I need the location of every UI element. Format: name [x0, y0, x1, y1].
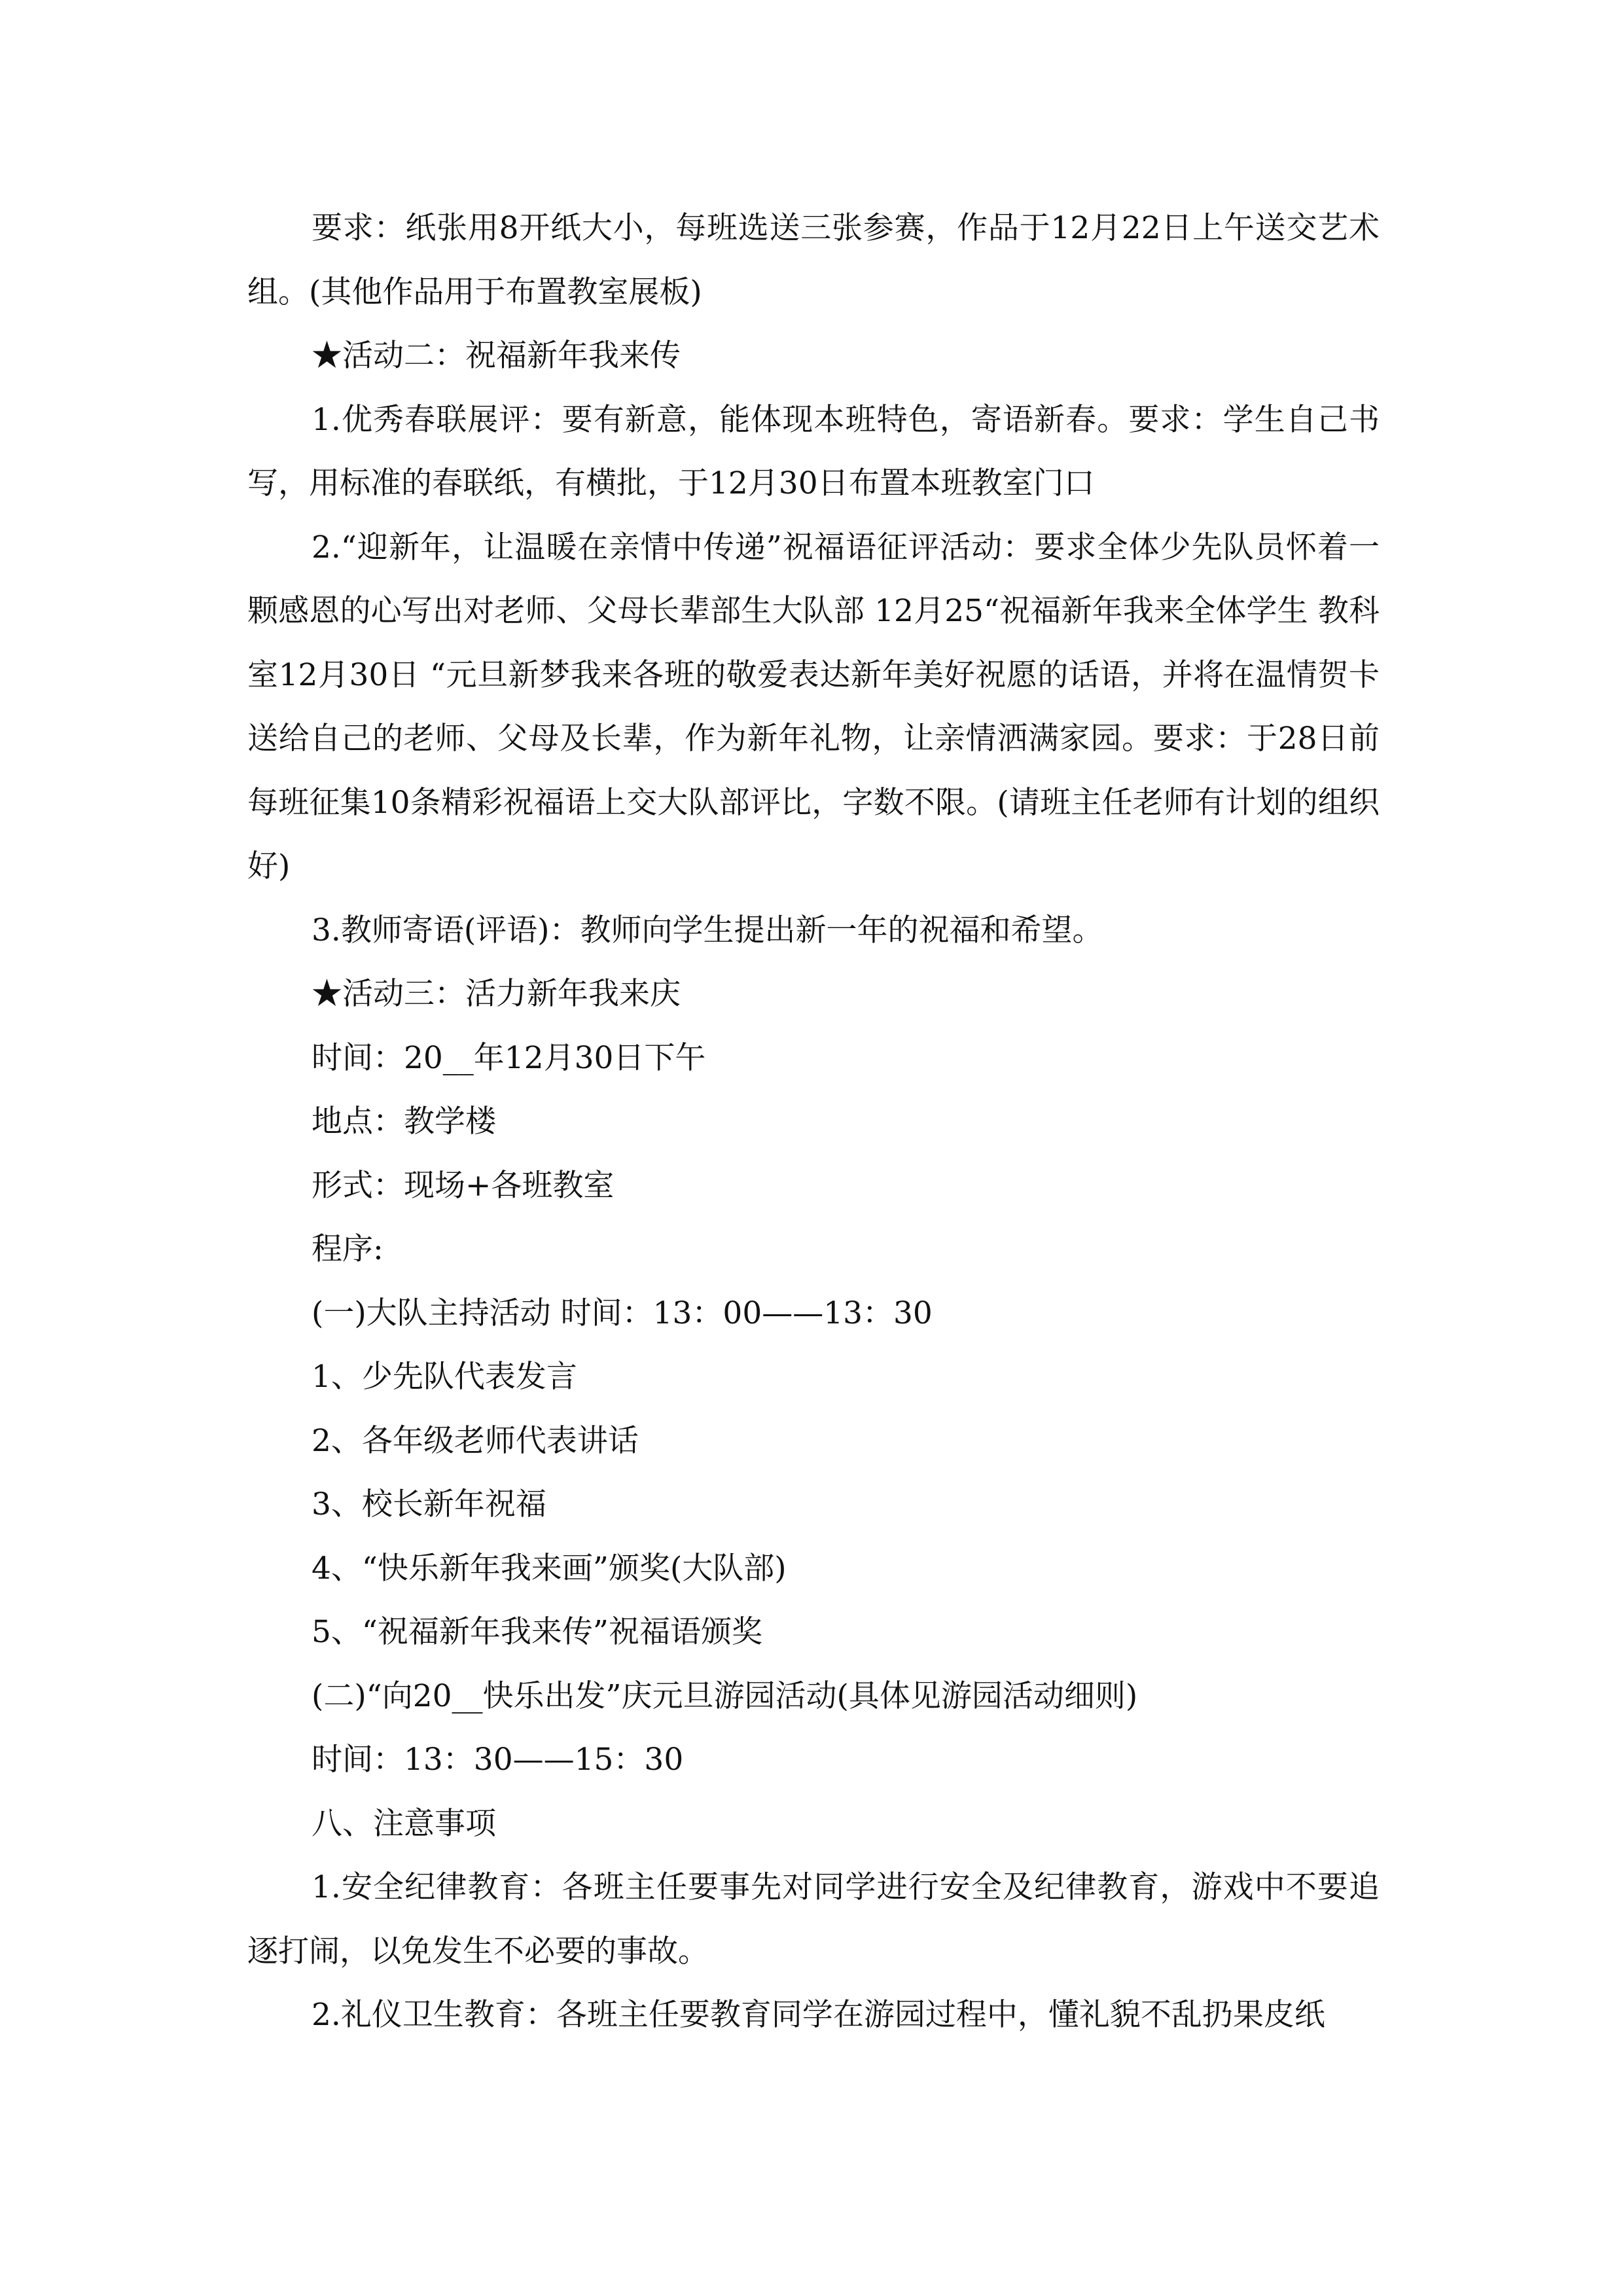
section-notes-heading: 八、注意事项 — [312, 1805, 496, 1842]
paragraph-requirements: 要求：纸张用8开纸大小，每班选送三张参赛，作品于12月22日上午送交艺术组。(其他作品用于布置教室展板) — [247, 210, 1380, 310]
program-item-2: 2、各年级老师代表讲话 — [312, 1422, 639, 1459]
paragraph-couplets: 1.优秀春联展评：要有新意，能体现本班特色，寄语新春。要求：学生自己书写，用标准的春联纸，有横批，于12月30日布置本班教室门口 — [247, 401, 1380, 501]
schedule-format: 形式：现场+各班教室 — [312, 1167, 615, 1204]
program-part-two: (二)“向20__快乐出发”庆元旦游园活动(具体见游园活动细则) — [312, 1677, 1138, 1714]
program-heading: 程序: — [312, 1231, 383, 1267]
paragraph-teacher-message: 3.教师寄语(评语)：教师向学生提出新一年的祝福和希望。 — [312, 912, 1103, 948]
document-page — [247, 196, 1380, 2047]
program-item-5: 5、“祝福新年我来传”祝福语颁奖 — [312, 1614, 762, 1650]
program-part-one: (一)大队主持活动 时间：13：00——13：30 — [312, 1295, 933, 1331]
heading-activity-three: ★活动三：活力新年我来庆 — [312, 976, 681, 1012]
paragraph-blessings: 2.“迎新年，让温暖在亲情中传递”祝福语征评活动：要求全体少先队员怀着一颗感恩的心写出对老师、父母长辈部生大队部 12月25“祝福新年我来全体学生 教科室12月30日 “元旦新梦我来各班的敬爱表达新年美好祝愿的话语，并将在温情贺卡送给自己的老师、父母及长辈，作为新年礼物，让亲情洒满家园。要求：于28日前每班征集10条精彩祝福语上交大队部评比，字数不限。(请班主任老师有计划的组织好) — [247, 529, 1380, 884]
program-part-two-time: 时间：13：30——15：30 — [312, 1742, 684, 1778]
schedule-time: 时间：20__年12月30日下午 — [312, 1039, 706, 1076]
schedule-location: 地点：教学楼 — [312, 1103, 496, 1139]
heading-activity-two: ★活动二：祝福新年我来传 — [312, 338, 681, 374]
note-safety: 1.安全纪律教育：各班主任要事先对同学进行安全及纪律教育，游戏中不要追逐打闹，以免发生不必要的事故。 — [247, 1869, 1380, 1969]
program-item-1: 1、少先队代表发言 — [312, 1359, 577, 1395]
note-etiquette: 2.礼仪卫生教育：各班主任要教育同学在游园过程中，懂礼貌不乱扔果皮纸 — [312, 1997, 1325, 2033]
program-item-4: 4、“快乐新年我来画”颁奖(大队部) — [312, 1550, 787, 1587]
program-item-3: 3、校长新年祝福 — [312, 1486, 546, 1522]
